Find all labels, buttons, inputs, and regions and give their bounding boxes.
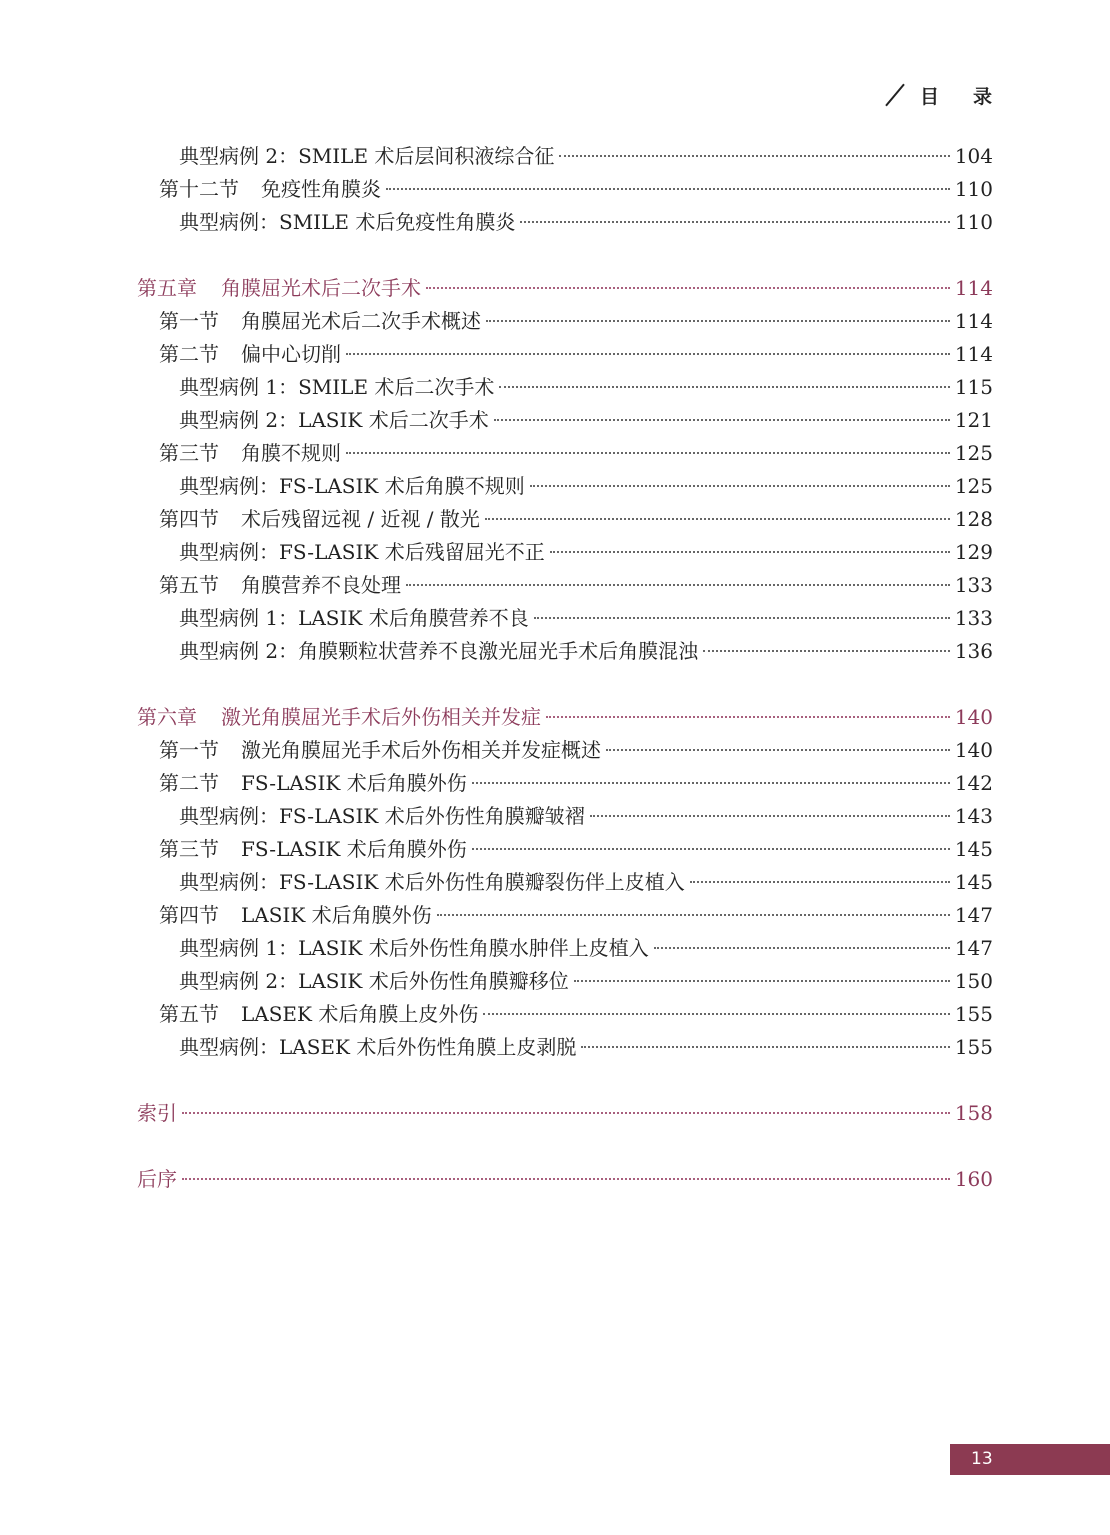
toc-case-entry[interactable] [137,371,993,404]
entry-page-number: 104 [954,144,993,168]
dot-leader [590,815,950,817]
toc-case-entry[interactable] [137,965,993,998]
entry-title: LASIK 术后角膜外伤 [241,903,432,927]
entry-title: 典型病例：LASEK 术后外伤性角膜上皮剥脱 [179,1035,577,1059]
toc-case-entry[interactable] [137,866,993,899]
chapter-number: 第五章 [137,276,197,300]
section-number: 第五节 [159,573,219,597]
toc-chapter-entry[interactable] [137,701,993,734]
dot-leader [534,617,950,619]
section-number: 第五节 [159,1002,219,1026]
dot-leader [703,650,950,652]
entry-page-number: 140 [954,738,993,762]
entry-page-number: 125 [954,441,993,465]
toc-case-entry[interactable] [137,800,993,833]
entry-title: 典型病例：SMILE 术后免疫性角膜炎 [179,210,516,234]
toc-case-entry[interactable] [137,1031,993,1064]
toc-section-entry[interactable] [137,734,993,767]
entry-title: 术后残留远视 / 近视 / 散光 [241,507,480,531]
dot-leader [690,881,950,883]
entry-page-number: 145 [954,837,993,861]
entry-title: 典型病例：FS-LASIK 术后角膜不规则 [179,474,525,498]
dot-leader [182,1112,950,1114]
entry-title: FS-LASIK 术后角膜外伤 [241,837,467,861]
entry-title: 典型病例 2：LASIK 术后二次手术 [179,408,489,432]
entry-page-number: 155 [954,1035,993,1059]
toc-section-entry[interactable] [137,173,993,206]
toc-index-entry[interactable] [137,1097,993,1130]
entry-title: 典型病例：FS-LASIK 术后残留屈光不正 [179,540,545,564]
spacer [137,1064,993,1097]
entry-page-number: 115 [954,375,993,399]
section-number: 第十二节 [159,177,239,201]
section-number: 第四节 [159,507,219,531]
entry-page-number: 150 [954,969,993,993]
toc-section-entry[interactable] [137,833,993,866]
toc-section-entry[interactable] [137,569,993,602]
entry-page-number: 114 [954,309,993,333]
entry-page-number: 125 [954,474,993,498]
entry-title: 典型病例 1：LASIK 术后角膜营养不良 [179,606,529,630]
toc-section-entry[interactable] [137,338,993,371]
entry-title: 索引 [137,1101,177,1125]
toc-afterword-entry[interactable] [137,1163,993,1196]
entry-title: 典型病例：FS-LASIK 术后外伤性角膜瓣裂伤伴上皮植入 [179,870,685,894]
dot-leader [574,980,950,982]
toc-case-entry[interactable] [137,932,993,965]
entry-title: 角膜屈光术后二次手术 [221,276,421,300]
entry-page-number: 140 [954,705,993,729]
entry-title: 激光角膜屈光手术后外伤相关并发症 [221,705,541,729]
dot-leader [182,1178,950,1180]
section-number: 第三节 [159,837,219,861]
dot-leader [499,386,949,388]
dot-leader [530,485,950,487]
entry-title: 典型病例 1：LASIK 术后外伤性角膜水肿伴上皮植入 [179,936,649,960]
spacer [137,1130,993,1163]
entry-page-number: 110 [954,177,993,201]
dot-leader [581,1046,949,1048]
chapter-number: 第六章 [137,705,197,729]
dot-leader [485,518,950,520]
dot-leader [494,419,950,421]
entry-title: 角膜屈光术后二次手术概述 [241,309,481,333]
toc-case-entry[interactable] [137,470,993,503]
entry-page-number: 114 [954,276,993,300]
dot-leader [483,1013,949,1015]
entry-title: 角膜不规则 [241,441,341,465]
toc-case-entry[interactable] [137,602,993,635]
header-title: 目录 [919,85,1026,108]
section-number: 第二节 [159,342,219,366]
table-of-contents [137,140,993,1196]
section-number: 第四节 [159,903,219,927]
entry-title: 典型病例 2：SMILE 术后层间积液综合征 [179,144,555,168]
entry-title: LASEK 术后角膜上皮外伤 [241,1002,479,1026]
entry-page-number: 133 [954,573,993,597]
section-number: 第一节 [159,309,219,333]
dot-leader [406,584,950,586]
dot-leader [472,848,950,850]
toc-section-entry[interactable] [137,437,993,470]
entry-page-number: 142 [954,771,993,795]
section-number: 第三节 [159,441,219,465]
entry-title: FS-LASIK 术后角膜外伤 [241,771,467,795]
entry-title: 角膜营养不良处理 [241,573,401,597]
entry-page-number: 114 [954,342,993,366]
entry-page-number: 158 [954,1101,993,1125]
toc-section-entry[interactable] [137,305,993,338]
dot-leader [520,221,949,223]
toc-section-entry[interactable] [137,767,993,800]
dot-leader [606,749,950,751]
toc-case-entry[interactable] [137,635,993,668]
slash-mark-icon [884,84,906,106]
toc-chapter-entry[interactable] [137,272,993,305]
toc-section-entry[interactable] [137,503,993,536]
dot-leader [346,452,950,454]
entry-title: 典型病例 1：SMILE 术后二次手术 [179,375,495,399]
entry-title: 偏中心切削 [241,342,341,366]
entry-page-number: 110 [954,210,993,234]
dot-leader [426,287,950,289]
entry-page-number: 143 [954,804,993,828]
section-number: 第二节 [159,771,219,795]
running-header [884,80,1026,110]
entry-page-number: 133 [954,606,993,630]
toc-case-entry[interactable] [137,140,993,173]
toc-case-entry[interactable] [137,206,993,239]
spacer [137,668,993,701]
entry-page-number: 136 [954,639,993,663]
entry-page-number: 121 [954,408,993,432]
dot-leader [654,947,950,949]
dot-leader [559,155,949,157]
spacer [137,239,993,272]
dot-leader [472,782,950,784]
dot-leader [546,716,950,718]
entry-title: 后序 [137,1167,177,1191]
entry-page-number: 145 [954,870,993,894]
entry-title: 免疫性角膜炎 [261,177,381,201]
page-number-badge [950,1444,1110,1475]
entry-page-number: 155 [954,1002,993,1026]
toc-case-entry[interactable] [137,536,993,569]
dot-leader [486,320,950,322]
toc-section-entry[interactable] [137,899,993,932]
toc-section-entry[interactable] [137,998,993,1031]
dot-leader [346,353,950,355]
entry-page-number: 147 [954,936,993,960]
dot-leader [386,188,950,190]
dot-leader [437,914,950,916]
entry-title: 典型病例 2：LASIK 术后外伤性角膜瓣移位 [179,969,569,993]
entry-page-number: 129 [954,540,993,564]
entry-page-number: 160 [954,1167,993,1191]
section-number: 第一节 [159,738,219,762]
entry-title: 激光角膜屈光手术后外伤相关并发症概述 [241,738,601,762]
dot-leader [550,551,950,553]
page-number: 13 [971,1449,993,1469]
toc-case-entry[interactable] [137,404,993,437]
entry-page-number: 147 [954,903,993,927]
entry-page-number: 128 [954,507,993,531]
entry-title: 典型病例 2：角膜颗粒状营养不良激光屈光手术后角膜混浊 [179,639,699,663]
entry-title: 典型病例：FS-LASIK 术后外伤性角膜瓣皱褶 [179,804,585,828]
